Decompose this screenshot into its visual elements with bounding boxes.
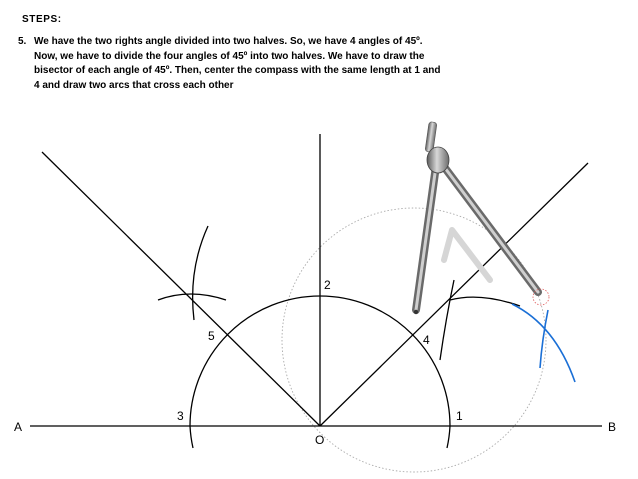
step-number: 5. <box>18 36 27 47</box>
bisector-left-45 <box>42 152 320 426</box>
step-text: We have the two rights angle divided into two halves. So, we have 4 angles of 45º. Now, we have to divide the four angles of 45º into two halves. We have to draw the bisector of each angle of 45º. Then, center the compass with the same length at 1 and 4 and draw two arcs that cross each other <box>34 36 441 91</box>
label-o: O <box>315 433 325 447</box>
compass-arc-blue-cross <box>540 310 548 368</box>
arc-tick-3 <box>190 426 193 448</box>
label-point-3: 3 <box>177 409 184 423</box>
label-point-4: 4 <box>423 333 430 347</box>
cross-arc-right-a <box>440 280 454 360</box>
steps-heading: STEPS: <box>22 14 62 25</box>
bisector-right-45 <box>320 163 588 426</box>
cross-arc-left-a <box>193 226 208 320</box>
arc-tick-1 <box>447 426 450 448</box>
label-a: A <box>14 420 23 434</box>
label-point-5: 5 <box>208 329 215 343</box>
label-b: B <box>608 420 617 434</box>
cross-arc-right-b <box>450 297 520 306</box>
compass-arc-blue <box>512 304 575 382</box>
label-point-2: 2 <box>324 278 331 292</box>
drawing-compass-icon <box>414 122 549 315</box>
label-point-1: 1 <box>456 409 463 423</box>
